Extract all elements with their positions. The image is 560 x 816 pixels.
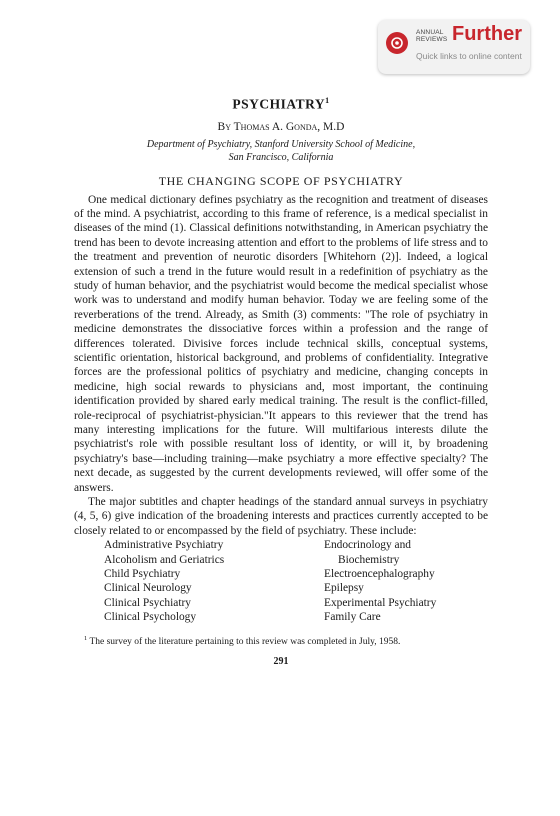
subject-list	[74, 538, 488, 624]
quick-links-label: Quick links to online content	[416, 51, 522, 61]
section-heading: THE CHANGING SCOPE OF PSYCHIATRY	[158, 173, 404, 188]
footnote-text: The survey of the literature pertaining to this review was completed in July, 1958.	[87, 636, 401, 647]
list-item: Electroencephalography	[324, 568, 435, 581]
author-line	[74, 120, 488, 135]
article-body	[74, 193, 488, 539]
annual-reviews-wordmark: ANNUAL REVIEWS	[416, 29, 448, 43]
list-item: Administrative Psychiatry	[104, 539, 224, 552]
list-item: Alcoholism and Geriatrics	[104, 553, 225, 566]
paragraph-1: One medical dictionary defines psychiatry as the recognition and treatment of diseases of the mind. A psychiatrist, according to this frame of reference, is a medical specialist in diseases of the mind (1). Classical definitions notwithstanding, in American psychiatry the trend has been to devote increasing attention and effort to the problems of life stress and to the treatment and prevention of neurotic disorders [Whitehorn (2)]. Indeed, a logical extension of such a trend in the future would result in a redefinition of psychiatry as the study of human behavior, and the psychiatrist would become the medical specialist whose work was to understand and modify human behavior. Today we are feeling some of the reverberations of the trend. Already, as Smith (3) comments: "The role of psychiatry in medicine demonstrates the dissociative forces within a profession and the range of differences tolerated. Divisive forces include technical skills, conceptual systems, scientific orientation, historical background, and problems of confidentiality. Integrative forces are the professional politics of psychiatry and medicine, changing concepts in medicine, high social rewards to physicians and, most important, the continuing identification provided by shared early medical training. The result is the conflict-filled, role-reciprocal of psychiatrist-physician."It appears to this reviewer that the trend has many interesting implications for the future. Will multifarious interests dilute the psychiatrist's role with possible resultant loss of identity, or will it, by broadening psychiatry's base—including training—make psychiatry a more effective specialty? The next decade, as suggested by the current developments reviewed, will offer some of the answers.	[74, 193, 488, 494]
list-item: Child Psychiatry	[104, 568, 181, 581]
further-links-badge[interactable]	[378, 20, 530, 74]
footnote	[74, 633, 488, 648]
list-item: Clinical Neurology	[104, 582, 192, 595]
further-label: Further	[452, 23, 522, 45]
list-item: Clinical Psychology	[104, 611, 197, 624]
author-prefix: By	[217, 120, 234, 133]
list-item: Clinical Psychiatry	[104, 596, 191, 609]
article-page	[74, 92, 488, 667]
footnote-mark: 1	[84, 634, 88, 642]
article-title: PSYCHIATRY$^1$	[232, 96, 330, 112]
list-item: Family Care	[324, 611, 381, 624]
page-number: 291	[273, 655, 289, 667]
affiliation	[74, 138, 488, 164]
annual-reviews-logo-icon	[386, 32, 408, 54]
list-item: Endocrinology and	[324, 539, 411, 552]
paragraph-2: The major subtitles and chapter headings of the standard annual surveys in psychiatry (4, 5, 6) give indication of the broadening interests and practices currently accepted to be closely related to or encompassed by the field of psychiatry. These include:	[74, 496, 488, 537]
list-item: Epilepsy	[324, 582, 364, 595]
title-footnote-mark: 1	[325, 96, 330, 105]
author-name: Thomas A. Gonda, M.D	[233, 120, 345, 133]
affiliation-line-2: San Francisco, California	[228, 151, 334, 163]
affiliation-line-1: Department of Psychiatry, Stanford University School of Medicine,	[146, 138, 416, 150]
list-item: Biochemistry	[338, 553, 400, 566]
list-item: Experimental Psychiatry	[324, 596, 437, 609]
